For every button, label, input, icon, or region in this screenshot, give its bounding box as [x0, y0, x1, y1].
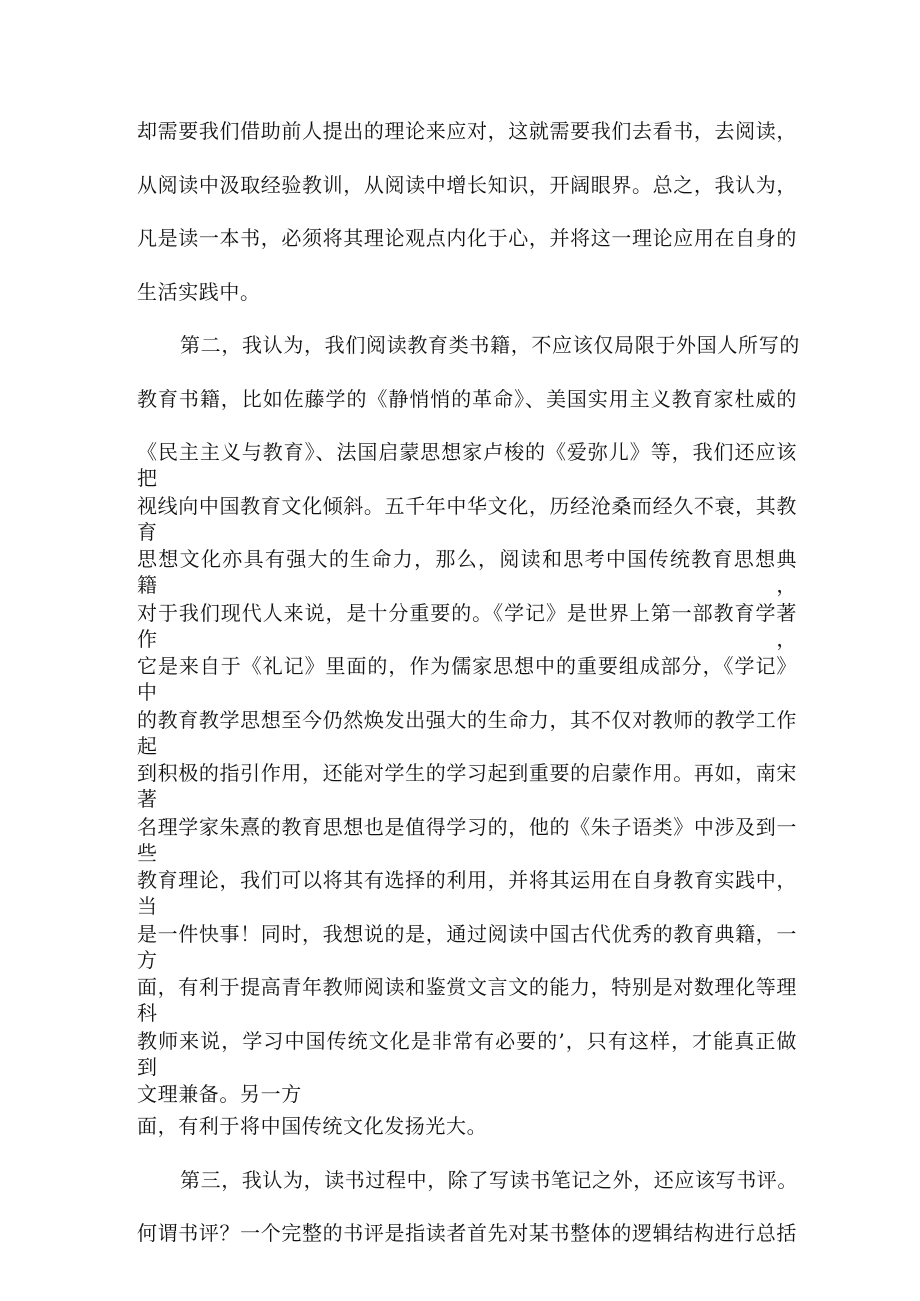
text-line: 思想文化亦具有强大的生命力，那么，阅读和思考中国传统教育思想典籍， — [137, 547, 797, 597]
paragraph-start-line: 第三，我认为，读书过程中，除了写读书笔记之外，还应该写书评。 — [180, 1168, 798, 1192]
text-line: 何谓书评？一个完整的书评是指读者首先对某书整体的逻辑结构进行总括 — [137, 1221, 797, 1245]
text-line: 对于我们现代人来说，是十分重要的。《学记》是世界上第一部教育学著作， — [137, 601, 797, 651]
text-line: 从阅读中汲取经验教训，从阅读中增长知识，开阔眼界。总之，我认为， — [137, 173, 797, 197]
paragraph-start-line: 第二，我认为，我们阅读教育类书籍，不应该仅局限于外国人所写的 — [180, 333, 800, 357]
text-line: 凡是读一本书，必须将其理论观点内化于心，并将这一理论应用在自身的 — [137, 226, 797, 250]
text-line: 《民主主义与教育》、法国启蒙思想家卢梭的《爱弥儿》等，我们还应该把 — [137, 440, 797, 490]
text-line: 的教育教学思想至今仍然焕发出强大的生命力，其不仅对教师的教学工作起 — [137, 708, 797, 758]
text-line: 面，有利于提高青年教师阅读和鉴赏文言文的能力，特别是对数理化等理科 — [137, 975, 797, 1025]
text-line: 到积极的指引作用，还能对学生的学习起到重要的启蒙作用。再如，南宋著 — [137, 761, 797, 811]
text-line: 生活实践中。 — [137, 280, 261, 304]
text-line: 名理学家朱熹的教育思想也是值得学习的，他的《朱子语类》中涉及到一些 — [137, 815, 797, 865]
text-line: 面，有利于将中国传统文化发扬光大。 — [137, 1114, 488, 1138]
text-line: 它是来自于《礼记》里面的，作为儒家思想中的重要组成部分，《学记》中 — [137, 654, 797, 704]
text-line: 教育书籍，比如佐藤学的《静悄悄的革命》、美国实用主义教育家杜威的 — [137, 387, 797, 411]
text-line: 教师来说，学习中国传统文化是非常有必要的’，只有这样，才能真正做到 — [137, 1029, 797, 1079]
text-line: 文理兼备。另一方 — [137, 1082, 302, 1106]
text-line: 视线向中国教育文化倾斜。五千年中华文化，历经沧桑而经久不衰，其教育 — [137, 494, 797, 544]
text-line: 教育理论，我们可以将其有选择的利用，并将其运用在自身教育实践中，当 — [137, 868, 797, 918]
text-line: 却需要我们借助前人提出的理论来应对，这就需要我们去看书，去阅读， — [137, 119, 797, 143]
text-line: 是一件快事！同时，我想说的是，通过阅读中国古代优秀的教育典籍，一方 — [137, 922, 797, 972]
